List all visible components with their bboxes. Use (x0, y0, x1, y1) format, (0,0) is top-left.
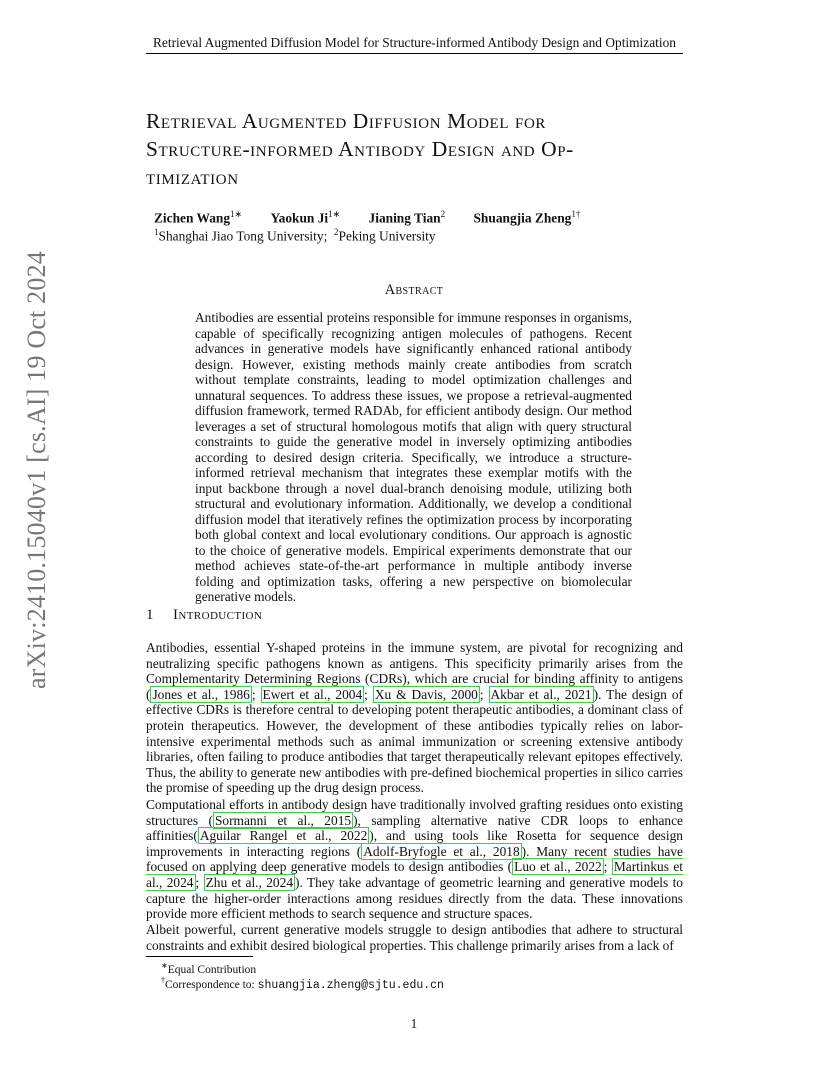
affiliation-mark: 2 (334, 227, 339, 237)
section-number: 1 (146, 607, 154, 623)
abstract-text: Antibodies are essential proteins responsible for immune responses in organisms, capable of specifically recognizing antigen molecules of pathogens. Recent advances in generative models have significantly enhanced rational antibody design. However, existing methods mainly create antibodies from scratch without template constraints, leading to model optimization challenges and unnatural sequences. To address these issues, we propose a retrieval-augmented diffusion framework, termed RADAb, for efficient antibody design. Our method leverages a set of structural homologous motifs that align with query structural constraints to guide the generative model in inversely optimizing antibodies according to desired design criteria. Specifically, we introduce a structure-informed retrieval mechanism that integrates these exemplar motifs with the input backbone through a novel dual-branch denoising module, utilizing both structural and evolutionary information. Additionally, we develop a conditional diffusion model that iteratively refines the optimization process by incorporating both global context and local evolutionary conditions. Our approach is agnostic to the choice of generative models. Empirical experiments demonstrate that our method achieves state-of-the-art performance in multiple antibody inverse folding and optimization tasks, offering a new perspective on biomolecular generative models. (195, 310, 632, 604)
title-line-3: timization (146, 165, 239, 189)
author-mark: 1∗ (328, 209, 341, 219)
text-run: ). Many recent studies have focused on applying deep generative models to design antibodies ( (146, 843, 683, 875)
affiliation-mark: 1 (154, 227, 159, 237)
text-run: ). They take advantage of geometric learning and generative models to capture the higher-order interactions among residues directly from the data. These innovations provide more efficient methods to search sequence and structure spaces. (146, 874, 683, 922)
text-run: ). The design of effective CDRs is therefore central to developing potent therapeutic antibodies, a dominant class of protein therapeutics. However, the development of these antibodies typically relies on labor-intensive experimental methods such as animal immunization or screening extensive antibody libraries, often failing to produce antibodies that target therapeutically relevant epitopes effectively. Thus, the ability to generate new antibodies with pre-defined biochemical properties in silico carries the promise of speeding up the drug design process. (146, 686, 683, 796)
author (270, 209, 340, 226)
author-name: Yaokun Ji (270, 210, 329, 226)
text-run: ; (364, 686, 373, 702)
paragraph-3: Albeit powerful, current generative models struggle to design antibodies that adhere to structural constraints and exhibit desired biological properties. This challenge primarily arises from a lack of (146, 922, 683, 953)
author-name: Shuangjia Zheng (473, 210, 572, 226)
citation-link[interactable]: Xu & Davis, 2000 (374, 686, 478, 702)
paper-title (146, 107, 691, 191)
page-number: 1 (410, 1016, 418, 1031)
author (369, 209, 446, 226)
title-line-1: Retrieval Augmented Diffusion Model for (146, 109, 547, 133)
paragraph-1 (146, 640, 683, 796)
footnote-1 (161, 961, 256, 976)
author-mark: 2 (440, 209, 446, 219)
author (154, 209, 242, 226)
citation-link[interactable]: Zhu et al., 2024 (205, 874, 294, 890)
correspondence-email[interactable]: shuangjia.zheng@sjtu.edu.cn (257, 978, 444, 992)
author (473, 209, 580, 226)
author-mark: 1† (571, 209, 581, 219)
section-title: Introduction (173, 607, 263, 623)
footnote-mark: † (161, 976, 165, 985)
author-list (154, 209, 614, 226)
affiliation-2: Peking University (338, 228, 436, 244)
arxiv-side-identifier: arXiv:2410.15040v1 [cs.AI] 19 Oct 2024 (22, 251, 51, 689)
text-run: ; (195, 874, 204, 890)
section-heading (146, 607, 262, 624)
text-run: ), and using tools like Rosetta for sequence design improvements in interacting regions ( (146, 828, 684, 859)
footnote-rule (146, 956, 253, 957)
author-mark: 1∗ (230, 209, 243, 219)
text-run: ), sampling alternative native CDR loops to enhance affinities( (146, 812, 683, 844)
text-run: Antibodies, essential Y-shaped proteins in the immune system, are pivotal for recognizing and neutralizing specific pathogens known as antigens. This specificity primarily arises from the Complementarity Determining Regions (CDRs), which are crucial for binding affinity to antigens ( (146, 640, 683, 702)
paragraph-2 (146, 797, 683, 922)
citation-link[interactable]: Akbar et al., 2021 (490, 686, 592, 702)
footnote-mark: ∗ (161, 961, 168, 970)
title-line-2: Structure-informed Antibody Design and Op- (146, 137, 574, 161)
footnote-2 (161, 976, 444, 992)
abstract-heading: Abstract (384, 282, 444, 298)
citation-link[interactable]: Aguilar Rangel et al., 2022 (199, 828, 368, 844)
citation-link[interactable]: Jones et al., 1986 (152, 686, 250, 702)
running-header: Retrieval Augmented Diffusion Model for Structure-informed Antibody Design and Optimization (152, 35, 676, 50)
citation-link[interactable]: Martinkus et al., 2024 (146, 859, 683, 890)
citation-link[interactable]: Sormanni et al., 2015 (214, 812, 352, 828)
citation-link[interactable]: Adolf-Bryfogle et al., 2018 (363, 843, 520, 859)
citation-link[interactable]: Luo et al., 2022 (514, 859, 602, 875)
affiliations (154, 227, 436, 244)
footnote-text: Correspondence to: (165, 978, 258, 991)
footnote-text: Equal Contribution (167, 963, 257, 976)
affiliation-1: Shanghai Jiao Tong University; (158, 228, 328, 244)
text-run: Computational efforts in antibody design have traditionally involved grafting residues onto existing structures ( (146, 797, 683, 828)
header-rule (146, 53, 683, 54)
author-name: Zichen Wang (154, 210, 231, 226)
citation-link[interactable]: Ewert et al., 2004 (262, 686, 363, 702)
text-run: ; (479, 686, 489, 702)
text-run: ; (603, 859, 612, 875)
text-run: ; (251, 686, 261, 702)
author-name: Jianing Tian (368, 210, 441, 226)
